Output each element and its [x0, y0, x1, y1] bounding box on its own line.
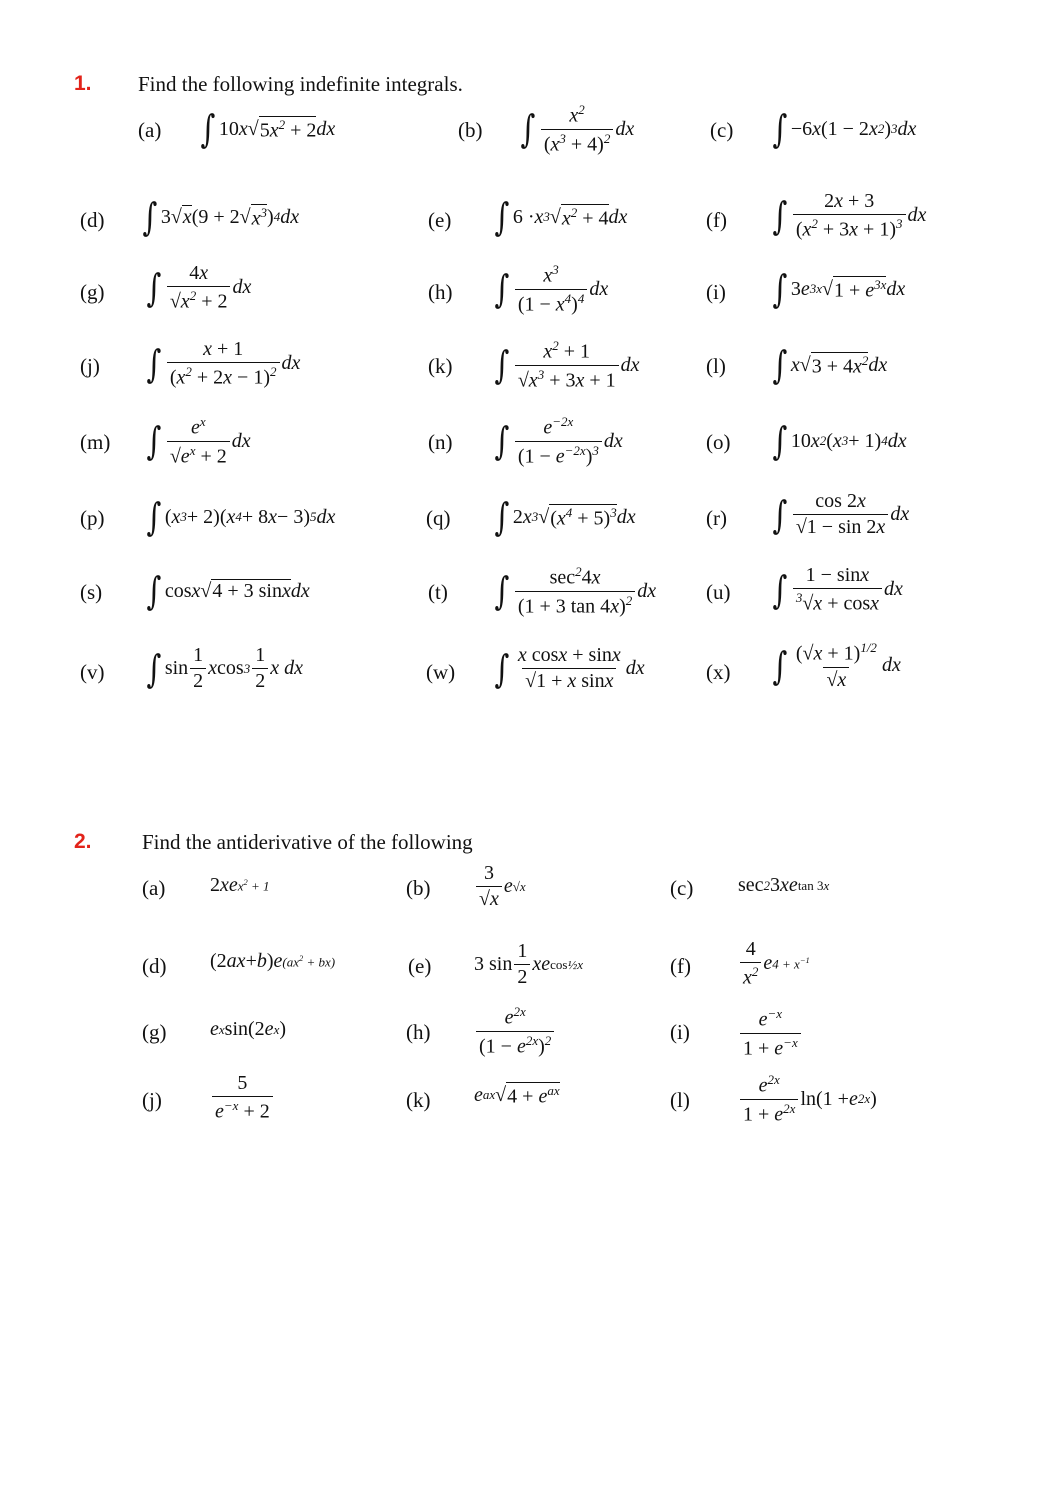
q1-expr-r: ∫ $\frac{\cos 2x}{√1 - \sin 2x}$ dx	[772, 490, 910, 538]
q1-expr-g: ∫ $\frac{4x}{√x^2 + 2}$ dx	[146, 262, 252, 313]
q2-label-i: (i)	[670, 1020, 690, 1044]
q2-label-g: (g)	[142, 1020, 167, 1044]
q2-expr-j: $\frac{5}{e^{-x} + 2}$	[210, 1072, 275, 1124]
q2-expr-c: sec 2 3 xe tan 3x	[738, 874, 830, 896]
q1-label-x: (x)	[706, 660, 731, 684]
q1-expr-b: ∫ $\frac{x^2}{(x^3 + 4)^2}$ dx	[520, 102, 635, 156]
q1-expr-a: ∫ 10 x √ $5x^2 + 2$ dx	[200, 107, 336, 151]
question-2-number: 2.	[74, 830, 92, 853]
q2-expr-k: e ax √ $4 + e^{ax}$	[474, 1083, 560, 1108]
q1-label-i: (i)	[706, 280, 726, 304]
q1-expr-k: ∫ $\frac{x^2 + 1}{√x^3 + 3x + 1}$ dx	[494, 338, 640, 392]
q2-expr-h: $\frac{e^{2x}}{(1 - e^{2x})^2}$	[474, 1004, 556, 1058]
q1-label-q: (q)	[426, 506, 451, 530]
q1-expr-i: ∫ 3 e 3x √ $1 + e^{3x}$ dx	[772, 267, 906, 311]
q1-expr-w: ∫ $\frac{\text{x cosx + sinx}}{\text{√1 + x sinx}}$ dx	[494, 644, 645, 692]
q1-label-v: (v)	[80, 660, 105, 684]
q1-expr-m: ∫ $\frac{e^x}{√e^x + 2}$ dx	[146, 414, 251, 468]
q1-label-j: (j)	[80, 354, 100, 378]
q2-label-l: (l)	[670, 1088, 690, 1112]
q1-label-u: (u)	[706, 580, 731, 604]
q2-label-k: (k)	[406, 1088, 431, 1112]
q1-label-b: (b)	[458, 118, 483, 142]
q1-expr-s: ∫ cos x √ 4 + 3 sinx dx	[146, 569, 310, 613]
q2-label-b: (b)	[406, 876, 431, 900]
q1-label-a: (a)	[138, 118, 162, 142]
q2-expr-i: $\frac{e^{-x}}{1 + e^{-x}}$	[738, 1006, 803, 1060]
q1-expr-e: ∫ 6 · x 3 √ $x^2 + 4$ dx	[494, 195, 628, 239]
q1-label-e: (e)	[428, 208, 452, 232]
q1-expr-t: ∫ $\frac{\sec^24x}{(1 + 3 \tan 4x)^2}$ dx	[494, 564, 657, 618]
q1-label-g: (g)	[80, 280, 105, 304]
q1-label-h: (h)	[428, 280, 453, 304]
q1-label-d: (d)	[80, 208, 105, 232]
q1-label-l: (l)	[706, 354, 726, 378]
q1-expr-n: ∫ $\frac{e^{-2x}}{(1 - e^{-2x})^3}$ dx	[494, 414, 623, 468]
q2-label-a: (a)	[142, 876, 166, 900]
q2-expr-a: 2 xe $x^2 + 1$	[210, 874, 270, 896]
q1-label-m: (m)	[80, 430, 111, 454]
q2-expr-b: $\frac{3}{√x}$ e √x	[474, 862, 526, 911]
q2-label-d: (d)	[142, 954, 167, 978]
q2-expr-g: e x sin(2 e x )	[210, 1018, 287, 1040]
q2-expr-d: (2 ax + b ) e $(ax^2 + bx)$	[210, 950, 336, 972]
q1-expr-j: ∫ $\frac{x + 1}{(x^2 + 2x - 1)^2}$ dx	[146, 338, 301, 389]
q1-expr-p: ∫ ( x 3 + 2)( x 4 + 8 x − 3) 5 dx	[146, 495, 336, 539]
q1-expr-d: ∫ 3 √ x (9 + 2 √ $x^3$ ) 4 dx	[142, 195, 300, 239]
question-1-number: 1.	[74, 72, 92, 95]
q2-expr-l: $\frac{e^{2x}}{1 + e^{2x}}$ ln(1 + e 2x )	[738, 1072, 877, 1126]
q1-label-w: (w)	[426, 660, 456, 684]
q1-expr-x: ∫ $\frac{(√x + 1)^{1/2}}{√x}$ dx	[772, 640, 901, 691]
q1-label-f: (f)	[706, 208, 727, 232]
q2-label-h: (h)	[406, 1020, 431, 1044]
q1-label-n: (n)	[428, 430, 453, 454]
q1-label-o: (o)	[706, 430, 731, 454]
q2-label-j: (j)	[142, 1088, 162, 1112]
q1-label-r: (r)	[706, 506, 727, 530]
q1-expr-o: ∫ 10 x 2 ( x 3 + 1) 4 dx	[772, 419, 907, 463]
q1-label-c: (c)	[710, 118, 734, 142]
q1-expr-l: ∫ x √ $3 + 4x^2$ dx	[772, 343, 888, 387]
q2-label-e: (e)	[408, 954, 432, 978]
q1-label-s: (s)	[80, 580, 103, 604]
q2-expr-e: 3 sin $\frac{1}{2}$ xe cos½x	[474, 940, 583, 988]
q2-label-c: (c)	[670, 876, 694, 900]
question-1-instruction: Find the following indefinite integrals.	[138, 72, 463, 96]
q1-expr-v: ∫ sin $\frac{1}{2}$ x cos 3 $\frac{1}{2}$ x dx	[146, 644, 303, 692]
q2-label-f: (f)	[670, 954, 691, 978]
q1-expr-c: ∫ −6 x (1 − 2 x 2 ) 3 dx	[772, 107, 917, 151]
q2-expr-f: $\frac{4}{x^2}$ e $4 + x^{-1}$	[738, 938, 810, 990]
q1-label-k: (k)	[428, 354, 453, 378]
q1-label-t: (t)	[428, 580, 448, 604]
q1-label-p: (p)	[80, 506, 105, 530]
q1-expr-u: ∫ $\frac{1 - \sin x}{^3√x + \cos x}$ dx	[772, 564, 903, 615]
question-2-instruction: Find the antiderivative of the following	[142, 830, 473, 854]
q1-expr-f: ∫ $\frac{2x + 3}{(x^2 + 3x + 1)^3}$ dx	[772, 190, 927, 241]
q1-expr-q: ∫ 2 x 3 √ $(x^4 + 5)^3$ dx	[494, 495, 636, 539]
q1-expr-h: ∫ $\frac{x^3}{(1 - x^4)^4}$ dx	[494, 262, 609, 316]
